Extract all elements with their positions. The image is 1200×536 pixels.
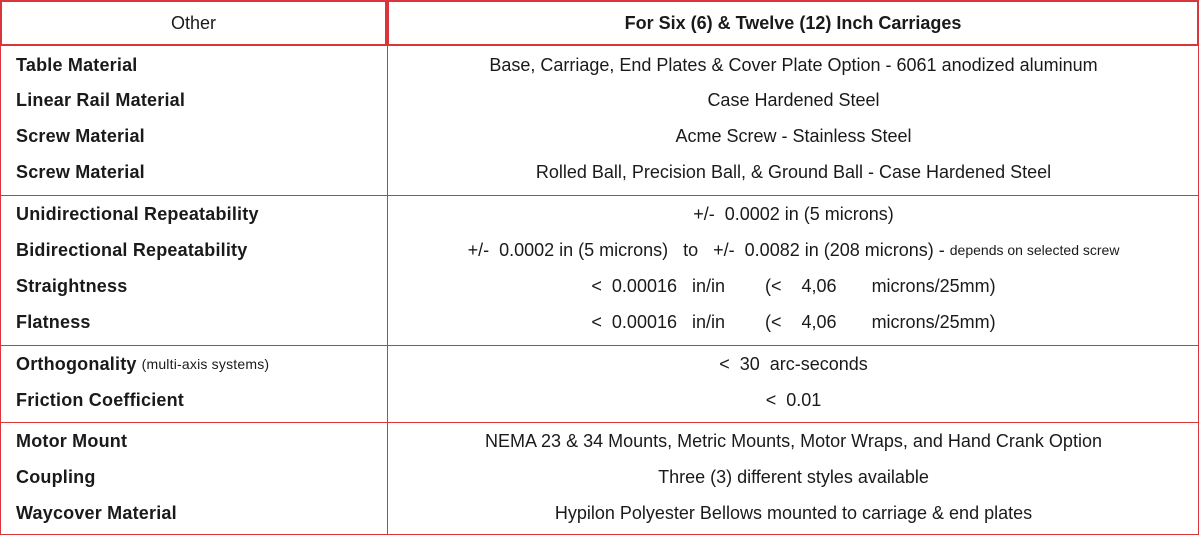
row-label: Motor Mount bbox=[16, 430, 128, 451]
row-label: Flatness bbox=[16, 311, 91, 332]
table-row bbox=[0, 459, 1199, 495]
table-row bbox=[0, 82, 1199, 118]
table-row bbox=[0, 232, 1199, 268]
row-value: Acme Screw - Stainless Steel bbox=[675, 125, 912, 146]
row-label: Bidirectional Repeatability bbox=[16, 239, 248, 260]
table-row bbox=[0, 423, 1199, 459]
row-label bbox=[16, 346, 269, 382]
label-main: Orthogonality bbox=[16, 353, 137, 374]
row-label: Friction Coefficient bbox=[16, 389, 185, 410]
table-row bbox=[0, 196, 1199, 232]
row-label: Table Material bbox=[16, 54, 138, 75]
row-value bbox=[388, 232, 1199, 268]
row-value: Base, Carriage, End Plates & Cover Plate Option - 6061 anodized aluminum bbox=[489, 54, 1098, 75]
group-geometry bbox=[0, 345, 1199, 418]
row-label: Straightness bbox=[16, 275, 128, 296]
row-value: Rolled Ball, Precision Ball, & Ground Ball - Case Hardened Steel bbox=[535, 161, 1052, 182]
row-value: < 30 arc-seconds bbox=[719, 353, 868, 374]
row-label: Screw Material bbox=[16, 161, 145, 182]
label-note: (multi-axis systems) bbox=[141, 356, 270, 372]
row-value: +/- 0.0002 in (5 microns) bbox=[693, 203, 894, 224]
table-header bbox=[0, 0, 1199, 46]
table-row bbox=[0, 154, 1199, 190]
row-label: Screw Material bbox=[16, 125, 145, 146]
header-other: Other bbox=[0, 0, 387, 46]
row-value: Case Hardened Steel bbox=[707, 89, 880, 110]
row-value: < 0.01 bbox=[765, 389, 822, 410]
row-label: Unidirectional Repeatability bbox=[16, 203, 259, 224]
row-value: NEMA 23 & 34 Mounts, Metric Mounts, Motor Wraps, and Hand Crank Option bbox=[485, 430, 1102, 451]
table-row bbox=[0, 268, 1199, 304]
table-row bbox=[0, 346, 1199, 382]
table-row bbox=[0, 382, 1199, 418]
row-value: < 0.00016 in/in (< 4,06 microns/25mm) bbox=[591, 275, 996, 296]
group-mounting bbox=[0, 422, 1199, 531]
table-row bbox=[0, 118, 1199, 154]
table-row bbox=[0, 47, 1199, 83]
row-label: Coupling bbox=[16, 466, 96, 487]
row-label: Linear Rail Material bbox=[16, 89, 186, 110]
row-value: Hypilon Polyester Bellows mounted to carriage & end plates bbox=[554, 502, 1033, 523]
row-label: Waycover Material bbox=[16, 502, 177, 523]
table-row bbox=[0, 304, 1199, 340]
value-main: +/- 0.0002 in (5 microns) to +/- 0.0082 in (208 microns) - bbox=[467, 239, 950, 260]
header-carriages: For Six (6) & Twelve (12) Inch Carriages bbox=[387, 0, 1199, 46]
value-note: depends on selected screw bbox=[949, 242, 1120, 258]
group-precision bbox=[0, 195, 1199, 340]
row-value: Three (3) different styles available bbox=[658, 466, 929, 487]
table-row bbox=[0, 495, 1199, 531]
group-materials bbox=[0, 46, 1199, 190]
row-value: < 0.00016 in/in (< 4,06 microns/25mm) bbox=[591, 311, 996, 332]
